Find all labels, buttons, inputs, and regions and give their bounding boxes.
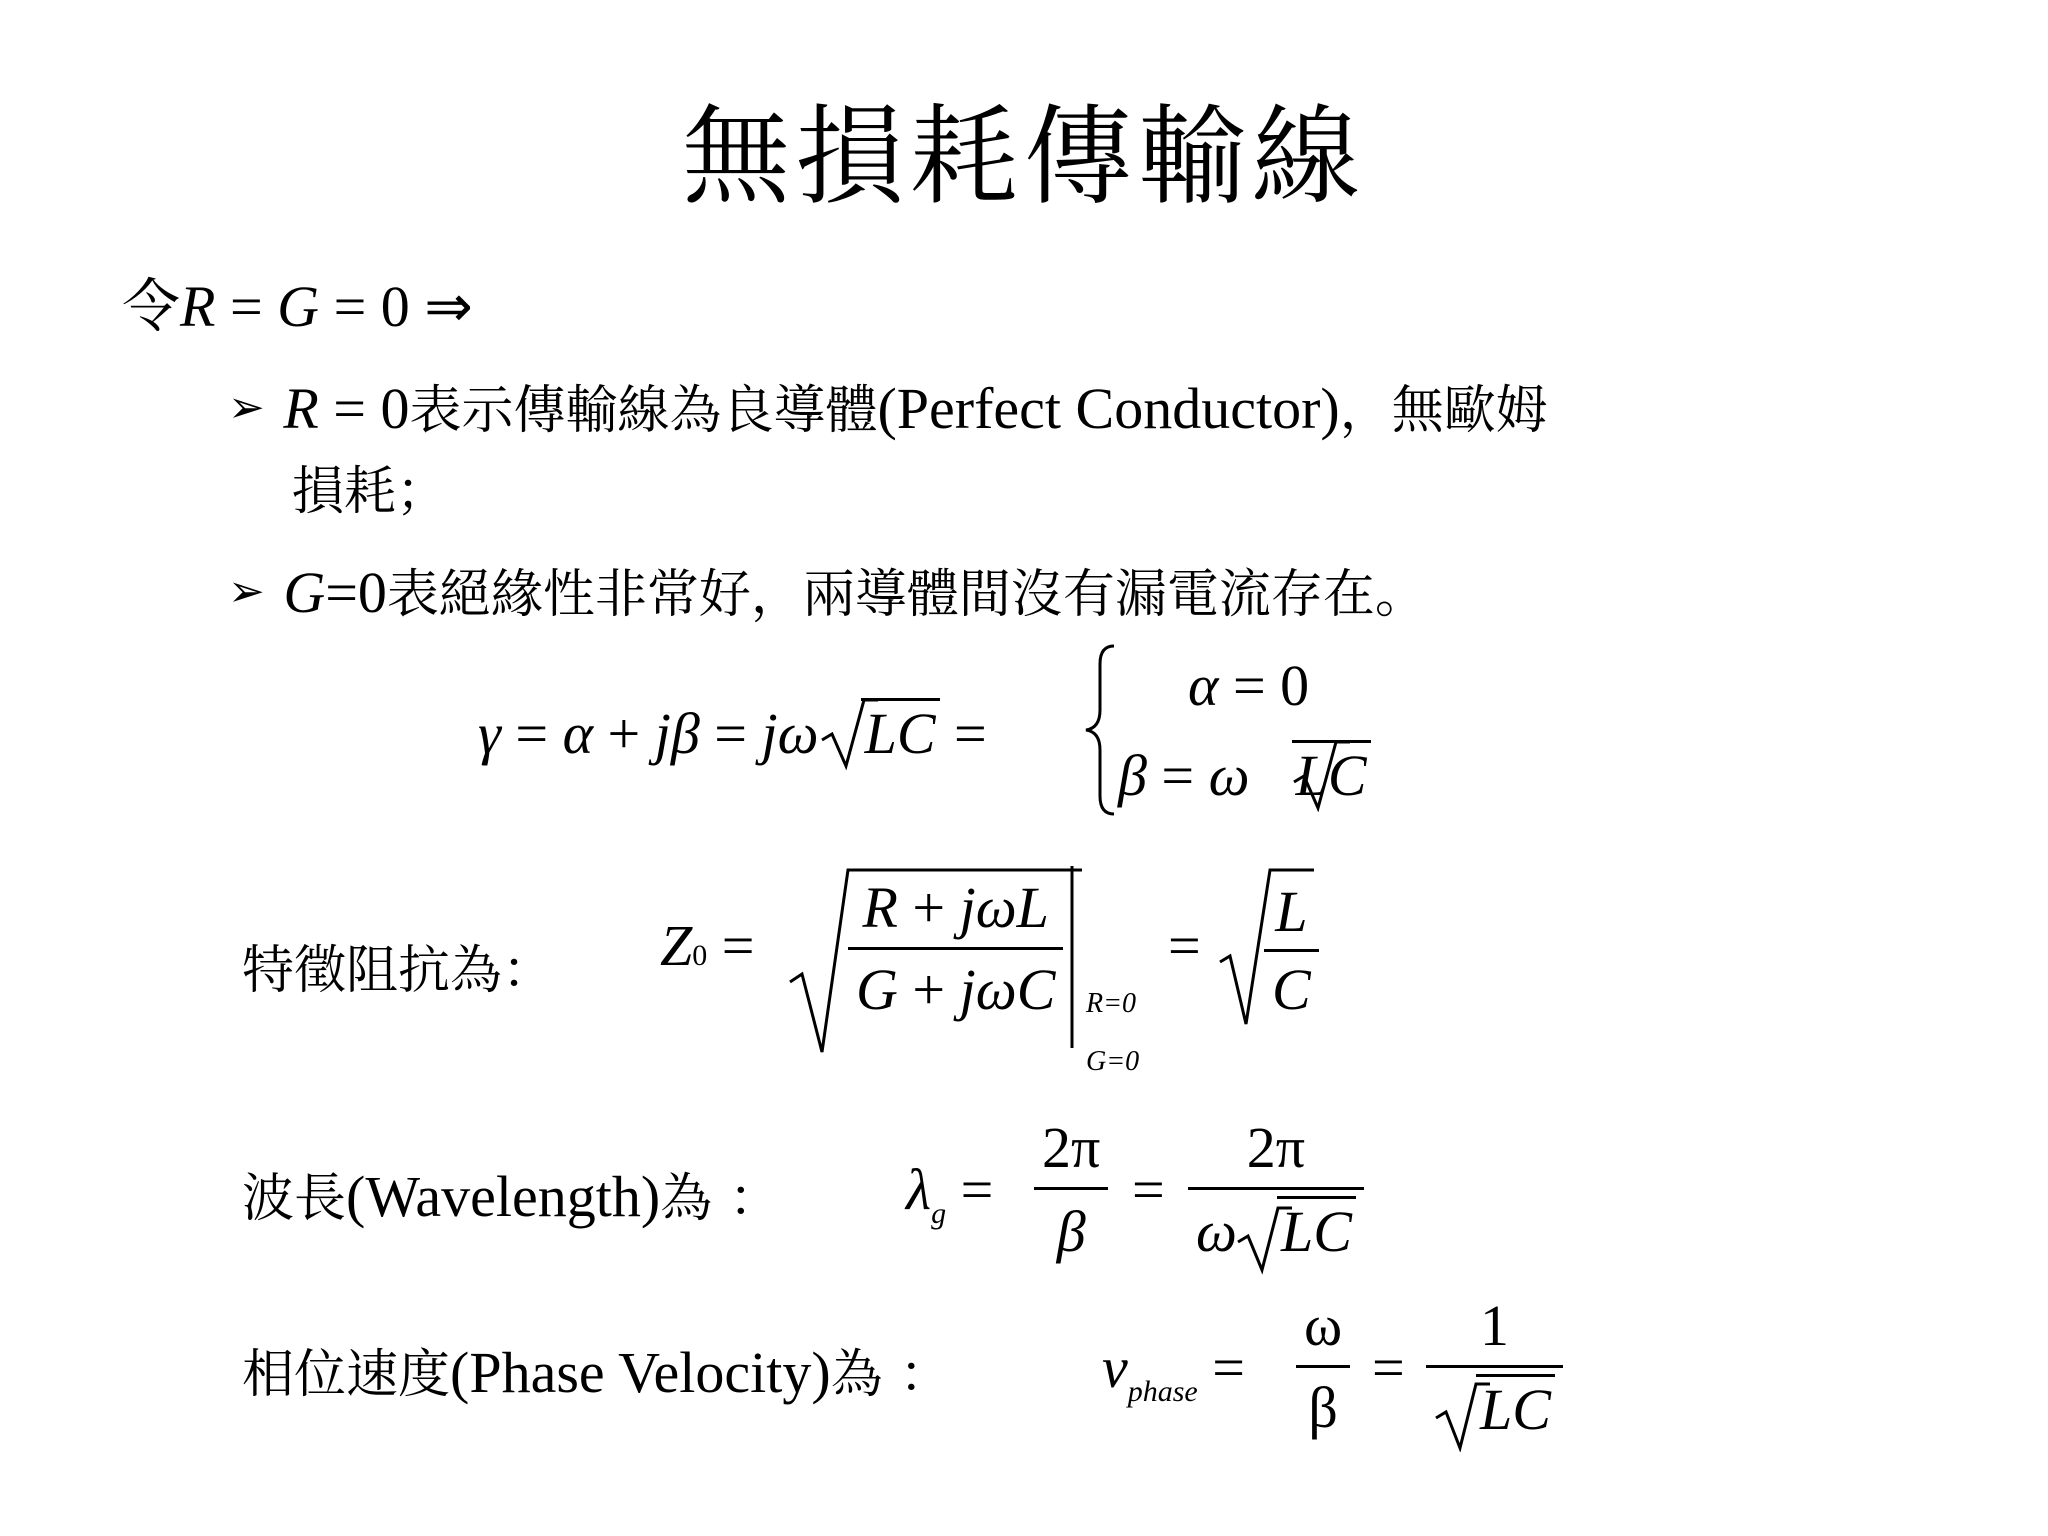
l-symbol: L bbox=[1016, 875, 1049, 940]
evaluation-bar-icon bbox=[1068, 862, 1078, 1052]
sqrt-sign-icon bbox=[1290, 732, 1350, 812]
bullet-2-val: =0 bbox=[325, 560, 387, 625]
l-symbol: L bbox=[1275, 879, 1308, 944]
bullet-1 bbox=[228, 372, 1548, 447]
bullet-1-line2: 損耗； bbox=[292, 462, 449, 522]
gamma-case-1 bbox=[1188, 652, 1309, 719]
sqrt-sign-icon bbox=[1234, 1196, 1294, 1276]
intro-R: R bbox=[180, 274, 216, 339]
beta-symbol: β bbox=[670, 701, 700, 766]
j-symbol: j bbox=[761, 701, 778, 766]
velocity-label-cn: 相位速度 bbox=[242, 1345, 451, 1405]
bullet-arrow-icon: ➢ bbox=[228, 566, 265, 617]
j-symbol: j bbox=[959, 957, 976, 1022]
alpha-symbol: α bbox=[1188, 653, 1219, 718]
c-symbol: C bbox=[1264, 949, 1319, 1023]
impedance-equals: = bbox=[1168, 913, 1201, 978]
one: 1 bbox=[1479, 1293, 1509, 1358]
bullet-2 bbox=[228, 556, 1427, 631]
omega-symbol: ω bbox=[975, 957, 1017, 1022]
lambda-symbol: λ bbox=[906, 1157, 932, 1222]
j-symbol: j bbox=[654, 701, 671, 766]
velocity-label-tail: 為 ： bbox=[830, 1345, 952, 1405]
impedance-label: 特徵阻抗為： bbox=[242, 941, 555, 1001]
j-symbol: j bbox=[959, 875, 976, 940]
bullet-arrow-icon: ➢ bbox=[228, 382, 265, 433]
v-subscript: phase bbox=[1127, 1375, 1198, 1408]
alpha-symbol: α bbox=[562, 701, 594, 766]
impedance-fraction bbox=[848, 874, 1063, 1023]
wavelength-fraction-1 bbox=[1034, 1114, 1108, 1265]
bullet-1-text-tail: ，無歐姆 bbox=[1339, 381, 1548, 441]
velocity-label-en: (Phase Velocity) bbox=[450, 1340, 831, 1405]
impedance-lhs: Z0 = bbox=[660, 913, 755, 978]
sqrt-sign-icon bbox=[818, 690, 878, 770]
lambda-subscript: g bbox=[931, 1197, 947, 1230]
beta-symbol: β bbox=[1034, 1187, 1108, 1265]
z-symbol: Z bbox=[660, 913, 693, 978]
lc-symbol: LC bbox=[1277, 1196, 1356, 1264]
brace-icon bbox=[1078, 640, 1118, 820]
omega-symbol: ω bbox=[1196, 1199, 1237, 1264]
wavelength-lhs: $\lambda_g$ = bbox=[906, 1157, 994, 1230]
g-symbol: G bbox=[856, 957, 898, 1022]
r-symbol: R bbox=[862, 875, 898, 940]
velocity-lhs: $v_{phase}$ = bbox=[1102, 1335, 1245, 1408]
omega-symbol: ω bbox=[1304, 1293, 1343, 1358]
case-1-rhs: = 0 bbox=[1232, 653, 1310, 718]
omega-symbol: ω bbox=[777, 701, 819, 766]
wavelength-label-cn: 波長 bbox=[242, 1169, 347, 1229]
plus-sign: + bbox=[897, 957, 960, 1022]
impedance-rhs-fraction bbox=[1264, 878, 1319, 1023]
intro-eq2: = 0 bbox=[319, 274, 425, 339]
plus-sign: + bbox=[897, 875, 960, 940]
bullet-1-val: = 0 bbox=[318, 376, 410, 441]
beta-symbol: β bbox=[1296, 1365, 1350, 1441]
intro-eq1: = bbox=[215, 274, 278, 339]
wavelength-equals: = bbox=[1132, 1157, 1165, 1222]
gamma-symbol: γ bbox=[478, 701, 501, 766]
slide-title: 無損耗傳輸線 bbox=[681, 95, 1366, 220]
c-symbol: C bbox=[1016, 957, 1056, 1022]
sqrt-sign-icon bbox=[1432, 1372, 1492, 1452]
intro-G: G bbox=[277, 274, 320, 339]
lc-symbol: LC bbox=[1476, 1374, 1555, 1442]
wavelength-label-en: (Wavelength) bbox=[346, 1164, 661, 1229]
two-pi: 2π bbox=[1042, 1115, 1101, 1180]
bullet-2-var: G bbox=[283, 560, 326, 625]
lc-symbol: LC bbox=[861, 698, 940, 766]
z-subscript: 0 bbox=[692, 939, 708, 972]
bullet-1-text-cn: 表示傳輸線為良導體 bbox=[409, 381, 878, 441]
case-2-rhs: = bbox=[1161, 743, 1195, 808]
two-pi: 2π bbox=[1246, 1115, 1306, 1180]
condition-r: R=0 bbox=[1086, 988, 1136, 1019]
intro-line bbox=[122, 270, 473, 343]
bullet-1-text-en: (Perfect Conductor) bbox=[877, 376, 1340, 441]
velocity-fraction-1 bbox=[1296, 1292, 1350, 1441]
condition-g: G=0 bbox=[1086, 1046, 1140, 1077]
wavelength-label bbox=[242, 1156, 781, 1231]
bullet-2-text: 表絕緣性非常好，兩導體間沒有漏電流存在。 bbox=[386, 565, 1427, 625]
gamma-equation: γ = α + jβ = jω LC = bbox=[478, 700, 987, 767]
bullet-1-var: R bbox=[283, 376, 319, 441]
velocity-label bbox=[242, 1332, 951, 1407]
velocity-equals: = bbox=[1372, 1335, 1405, 1400]
implies-symbol: ⇒ bbox=[424, 274, 473, 339]
omega-symbol: ω bbox=[1208, 743, 1250, 808]
beta-symbol: β bbox=[1118, 743, 1147, 808]
v-symbol: v bbox=[1102, 1335, 1128, 1400]
intro-prefix: 令 bbox=[122, 272, 181, 340]
wavelength-label-tail: 為 ： bbox=[660, 1169, 781, 1229]
lc-symbol: LC bbox=[1292, 740, 1371, 808]
omega-symbol: ω bbox=[975, 875, 1017, 940]
